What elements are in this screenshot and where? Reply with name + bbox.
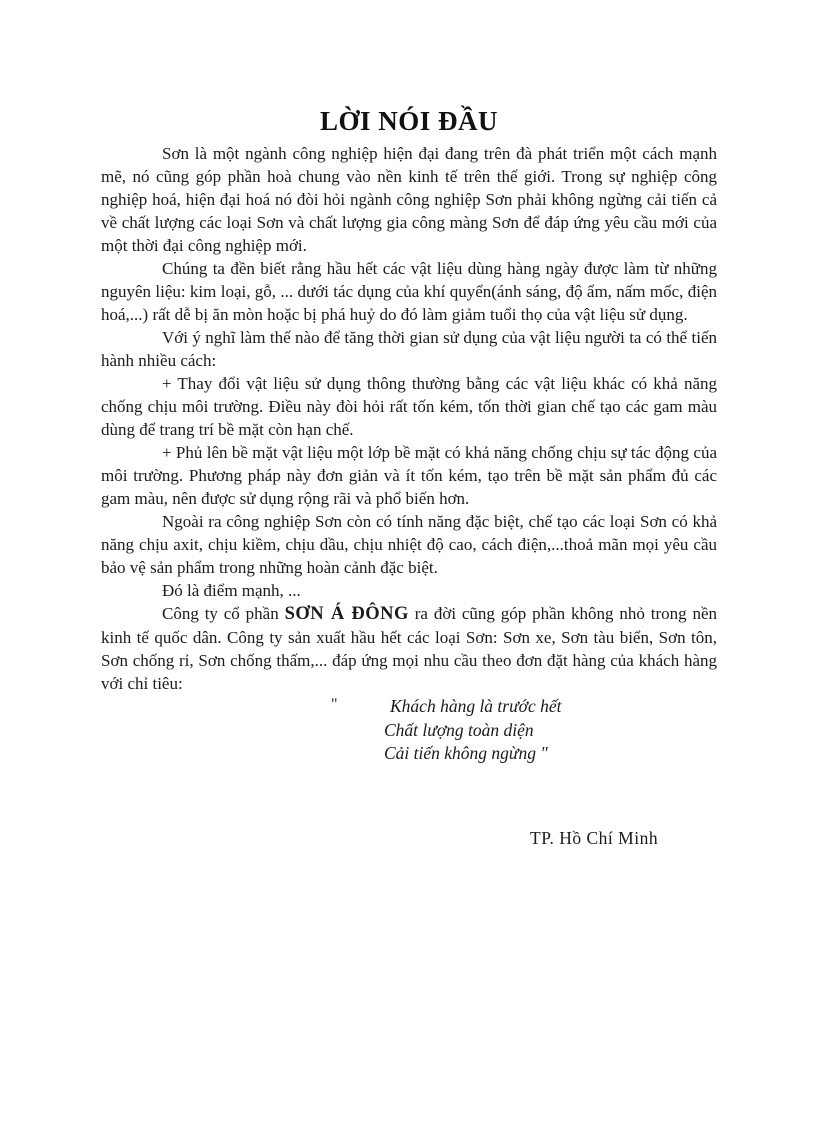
page-title: LỜI NÓI ĐẦU — [319, 106, 499, 136]
motto-line-1 — [331, 695, 717, 719]
paragraph-method-coating: + Phủ lên bề mặt vật liệu một lớp bề mặt có khả năng chống chịu sự tác động của môi trường. Phương pháp này đơn giản và ít tốn kém, tạo trên bề mặt sản phẩm đủ các gam màu, nên được sử dụng rộng rãi và phổ biến hơn. — [101, 443, 717, 508]
document-content — [101, 0, 717, 849]
motto-line-2: Chất lượng toàn diện — [384, 719, 534, 740]
signature-location: TP. Hồ Chí Minh — [530, 827, 659, 848]
company-text-after: ra đời cũng góp phần không nhỏ trong nền kinh tế quốc dân. Công ty sản xuất hầu hết các loại Sơn: Sơn xe, Sơn tàu biển, Sơn tôn, Sơn chống rỉ, Sơn chống thấm,... đáp ứng mọi nhu cầu theo đơn đặt hàng của khách hàng với chỉ tiêu: — [101, 604, 718, 693]
open-quote-mark: " — [331, 696, 339, 713]
paragraph-methods-intro: Với ý nghĩ làm thế nào để tăng thời gian sử dụng của vật liệu người ta có thể tiến hành nhiều cách: — [101, 328, 717, 370]
motto-line-1-text: Khách hàng là trước hết — [390, 696, 562, 716]
company-brand-name: SƠN Á ĐÔNG — [284, 604, 409, 624]
motto-line-3: Cải tiến không ngừng " — [384, 743, 548, 763]
paragraph-company — [101, 602, 717, 695]
paragraph-method-replace: + Thay đổi vật liệu sử dụng thông thường bằng các vật liệu khác có khả năng chống chịu môi trường. Điều này đòi hỏi rất tốn kém, tốn thời gian chế tạo các gam màu dùng để trang trí bề mặt còn hạn chế. — [101, 374, 717, 439]
paragraph-intro: Sơn là một ngành công nghiệp hiện đại đang trên đà phát triển một cách mạnh mẽ, nó cũng góp phần hoà chung vào nền kinh tế trên thế giới. Trong sự nghiệp công nghiệp hoá, hiện đại hoá nó đòi hỏi ngành công nghiệp Sơn phải không ngừng cải tiến cả về chất lượng các loại Sơn và chất lượng gia công màng Sơn để đáp ứng yêu cầu mới của một thời đại công nghiệp mới. — [101, 144, 717, 255]
company-text-before: Công ty cổ phần — [162, 604, 285, 623]
paragraph-strength: Đó là điểm mạnh, ... — [162, 581, 301, 600]
paragraph-special-paints: Ngoài ra công nghiệp Sơn còn có tính năng đặc biệt, chế tạo các loại Sơn có khả năng chịu axit, chịu kiềm, chịu dầu, chịu nhiệt độ cao, cách điện,...thoả mãn mọi yêu cầu bảo vệ sản phẩm trong những hoàn cảnh đặc biệt. — [101, 512, 717, 577]
motto-quote — [331, 695, 717, 766]
paragraph-materials: Chúng ta đền biết rằng hầu hết các vật liệu dùng hàng ngày được làm từ những nguyên liệu: kim loại, gỗ, ... dưới tác dụng của khí quyển(ánh sáng, độ ẩm, nấm mốc, điện hoá,...) rất dễ bị ăn mòn hoặc bị phá huỷ do đó làm giảm tuổi thọ của vật liệu sử dụng. — [101, 259, 717, 324]
